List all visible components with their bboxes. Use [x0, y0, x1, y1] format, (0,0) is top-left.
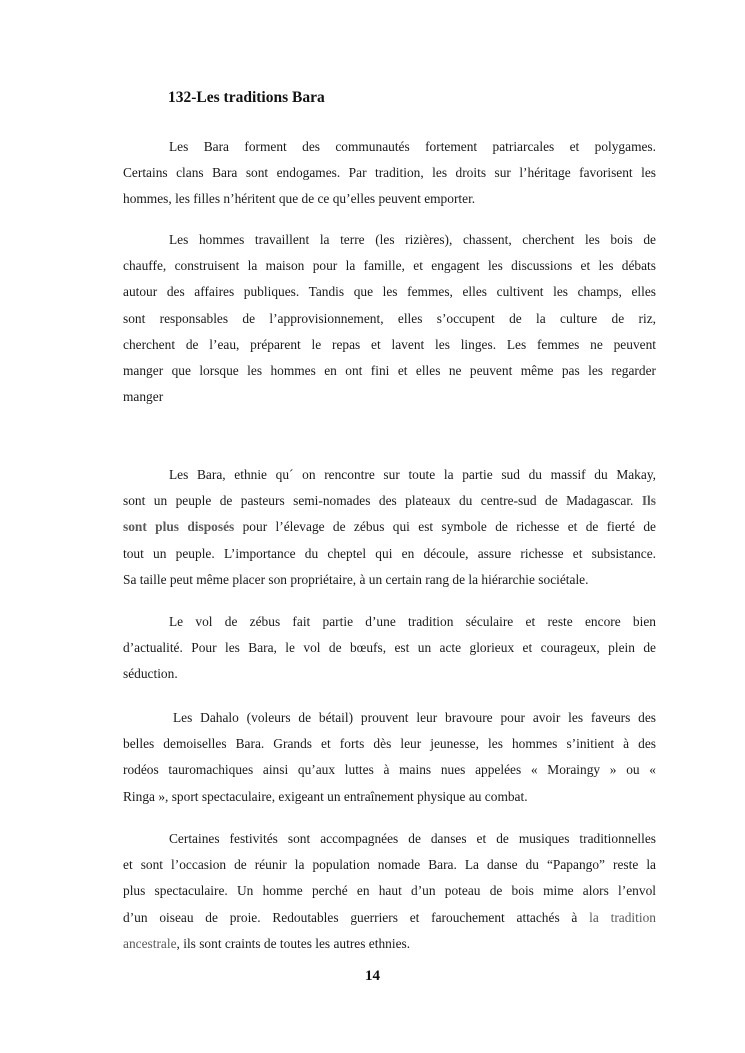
text-line: sont responsables de l’approvisionnement, elles s’occupent de la culture de riz, — [123, 310, 656, 326]
paragraph-5 — [123, 705, 656, 810]
text-line: d’actualité. Pour les Bara, le vol de bœufs, est un acte glorieux et courageux, plein de — [123, 640, 656, 656]
text-line: séduction. — [123, 666, 178, 682]
text-segment: pour l’élevage de zébus qui est symbole de richesse et de fierté de — [242, 519, 656, 535]
text-line: rodéos tauromachiques ainsi qu’aux luttes à mains nues appelées « Moraingy » ou « — [123, 762, 656, 778]
text-line: Les Bara forment des communautés fortement patriarcales et polygames. — [169, 139, 656, 154]
text-line: Les hommes travaillent la terre (les rizières), chassent, cherchent les bois de — [169, 232, 656, 247]
paragraph-4 — [123, 609, 656, 688]
text-line: autour des affaires publiques. Tandis que les femmes, elles cultivent les champs, elles — [123, 284, 656, 300]
section-heading: 132-Les traditions Bara — [168, 89, 325, 106]
text-line: plus spectaculaire. Un homme perché en haut d’un poteau de bois mime alors l’envol — [123, 883, 656, 899]
tradition-link[interactable]: la tradition — [589, 909, 656, 925]
paragraph-6 — [123, 826, 656, 957]
emphasis-text: sont plus disposés — [123, 519, 235, 535]
text-line: belles demoiselles Bara. Grands et forts dès leur jeunesse, les hommes s’initient à des — [123, 736, 656, 752]
text-line: Sa taille peut même placer son propriétaire, à un certain rang de la hiérarchie sociétale. — [123, 571, 589, 587]
text-line — [123, 905, 656, 931]
text-line: hommes, les filles n’héritent que de ce qu’elles peuvent emporter. — [123, 191, 476, 207]
text-line: cherchent de l’eau, préparent le repas et lavent les linges. Les femmes ne peuvent — [123, 336, 656, 352]
text-line: Ringa », sport spectaculaire, exigeant un entraînement physique au combat. — [123, 788, 528, 804]
text-line — [123, 488, 656, 514]
paragraph-2 — [123, 227, 656, 410]
text-line: Certaines festivités sont accompagnées de danses et de musiques traditionnelles — [169, 831, 656, 846]
text-line — [123, 514, 656, 540]
text-segment: sont un peuple de pasteurs semi-nomades des plateaux du centre-sud de Madagascar. — [123, 493, 634, 509]
page-number: 14 — [365, 968, 380, 984]
tradition-link[interactable]: ancestrale — [123, 935, 177, 951]
text-line: Certains clans Bara sont endogames. Par tradition, les droits sur l’héritage favorisent les — [123, 165, 656, 181]
paragraph-3 — [123, 462, 656, 593]
text-line: chauffe, construisent la maison pour la famille, et engagent les discussions et les débats — [123, 258, 656, 274]
emphasis-text: Ils — [641, 493, 656, 509]
text-line: manger que lorsque les hommes en ont fini et elles ne peuvent même pas les regarder — [123, 363, 656, 379]
text-line: Les Dahalo (voleurs de bétail) prouvent leur bravoure pour avoir les faveurs des — [173, 710, 656, 725]
text-line: Les Bara, ethnie qu´ on rencontre sur toute la partie sud du massif du Makay, — [169, 467, 656, 482]
text-line — [123, 931, 656, 957]
text-line: Le vol de zébus fait partie d’une tradition séculaire et reste encore bien — [169, 614, 656, 629]
text-line: et sont l’occasion de réunir la population nomade Bara. La danse du “Papango” reste la — [123, 857, 656, 873]
text-line: tout un peuple. L’importance du cheptel qui en découle, assure richesse et subsistance. — [123, 545, 656, 561]
text-segment: d’un oiseau de proie. Redoutables guerriers et farouchement attachés à — [123, 909, 578, 925]
text-segment: , ils sont craints de toutes les autres ethnies. — [176, 935, 411, 951]
paragraph-1 — [123, 134, 656, 213]
text-line: manger — [123, 389, 164, 405]
